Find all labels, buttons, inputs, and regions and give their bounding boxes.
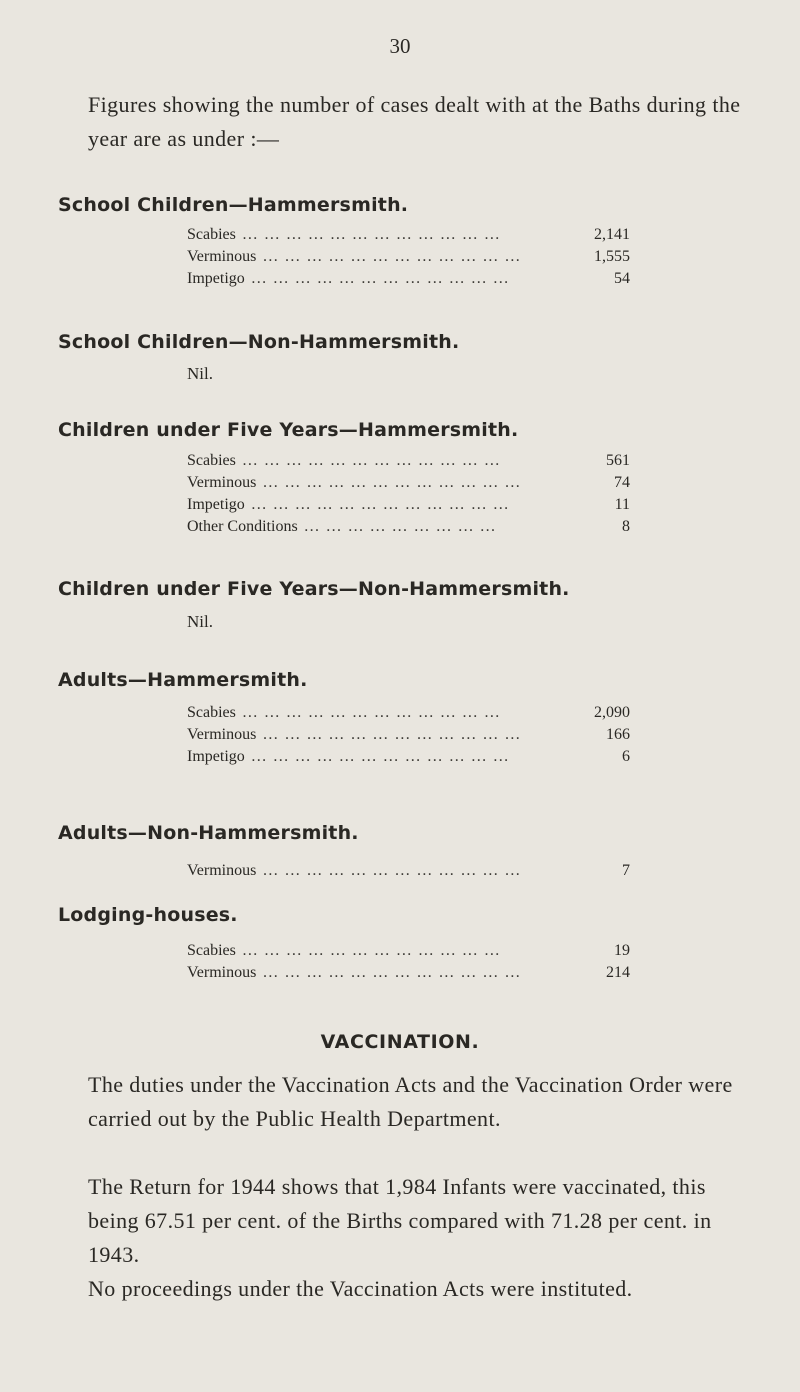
row-value: 2,090 bbox=[594, 704, 630, 721]
leader-dots: … … … … … … … … … … … … bbox=[241, 704, 501, 721]
leader-dots: … … … … … … … … … … … … bbox=[250, 496, 510, 513]
table-row bbox=[187, 940, 630, 962]
table-row bbox=[187, 494, 630, 516]
row-value: 166 bbox=[606, 726, 630, 743]
table-row bbox=[187, 224, 630, 246]
row-value: 74 bbox=[614, 474, 630, 491]
leader-dots: … … … … … … … … … … … … bbox=[241, 226, 501, 243]
leader-dots: … … … … … … … … … … … … bbox=[250, 748, 510, 765]
row-value: 11 bbox=[614, 496, 630, 513]
section-heading-school-children-non-hammersmith: School Children—Non-Hammersmith. bbox=[58, 331, 460, 353]
row-label: Scabies bbox=[187, 226, 236, 243]
table-row bbox=[187, 472, 630, 494]
table-row bbox=[187, 702, 630, 724]
row-value: 1,555 bbox=[594, 248, 630, 265]
section-heading-lodging-houses: Lodging-houses. bbox=[58, 904, 238, 926]
leader-dots: … … … … … … … … … … … … bbox=[250, 270, 510, 287]
row-label: Impetigo bbox=[187, 748, 245, 765]
row-value: 19 bbox=[614, 942, 630, 959]
row-label: Scabies bbox=[187, 704, 236, 721]
row-label: Other Conditions bbox=[187, 518, 298, 535]
intro-paragraph: Figures showing the number of cases dealt with at the Baths during the year are as under :— bbox=[88, 92, 741, 151]
row-label: Scabies bbox=[187, 452, 236, 469]
leader-dots: … … … … … … … … … … … … bbox=[241, 942, 501, 959]
row-label: Impetigo bbox=[187, 496, 245, 513]
vaccination-paragraph: No proceedings under the Vaccination Acts were instituted. bbox=[88, 1276, 633, 1301]
row-value: 8 bbox=[622, 518, 630, 535]
leader-dots: … … … … … … … … … … … … bbox=[241, 452, 501, 469]
section-note: Nil. bbox=[187, 364, 213, 383]
row-label: Verminous bbox=[187, 964, 257, 981]
table-row bbox=[187, 246, 630, 268]
vaccination-heading: VACCINATION. bbox=[320, 1031, 480, 1053]
table-row bbox=[187, 746, 630, 768]
section-note: Nil. bbox=[187, 612, 213, 631]
leader-dots: … … … … … … … … … … … … bbox=[262, 862, 522, 879]
page-number: 30 bbox=[389, 34, 411, 58]
section-heading-under-five-non-hammersmith: Children under Five Years—Non-Hammersmith. bbox=[58, 578, 570, 600]
row-value: 7 bbox=[622, 862, 630, 879]
row-value: 2,141 bbox=[594, 226, 630, 243]
section-heading-adults-hammersmith: Adults—Hammersmith. bbox=[58, 669, 308, 691]
leader-dots: … … … … … … … … … … … … bbox=[262, 964, 522, 981]
row-label: Verminous bbox=[187, 474, 257, 491]
section-heading-adults-non-hammersmith: Adults—Non-Hammersmith. bbox=[58, 822, 359, 844]
table-row bbox=[187, 724, 630, 746]
vaccination-paragraph: The duties under the Vaccination Acts and the Vaccination Order were carried out by the Public Health Department. bbox=[88, 1072, 733, 1131]
table-row bbox=[187, 962, 630, 984]
row-value: 54 bbox=[614, 270, 630, 287]
row-value: 561 bbox=[606, 452, 630, 469]
row-label: Verminous bbox=[187, 862, 257, 879]
row-label: Verminous bbox=[187, 726, 257, 743]
table-row bbox=[187, 268, 630, 290]
leader-dots: … … … … … … … … … bbox=[303, 518, 497, 535]
table-row bbox=[187, 860, 630, 882]
leader-dots: … … … … … … … … … … … … bbox=[262, 248, 522, 265]
table-row bbox=[187, 516, 630, 538]
leader-dots: … … … … … … … … … … … … bbox=[262, 726, 522, 743]
vaccination-paragraph: The Return for 1944 shows that 1,984 Infants were vaccinated, this being 67.51 per cent. of the Births compared with 71.28 per cent. in 1943. bbox=[88, 1174, 712, 1267]
section-heading-school-children-hammersmith: School Children—Hammersmith. bbox=[58, 194, 409, 216]
table-row bbox=[187, 450, 630, 472]
leader-dots: … … … … … … … … … … … … bbox=[262, 474, 522, 491]
section-heading-under-five-hammersmith: Children under Five Years—Hammersmith. bbox=[58, 419, 519, 441]
row-label: Verminous bbox=[187, 248, 257, 265]
row-label: Scabies bbox=[187, 942, 236, 959]
row-value: 6 bbox=[622, 748, 630, 765]
row-value: 214 bbox=[606, 964, 630, 981]
row-label: Impetigo bbox=[187, 270, 245, 287]
